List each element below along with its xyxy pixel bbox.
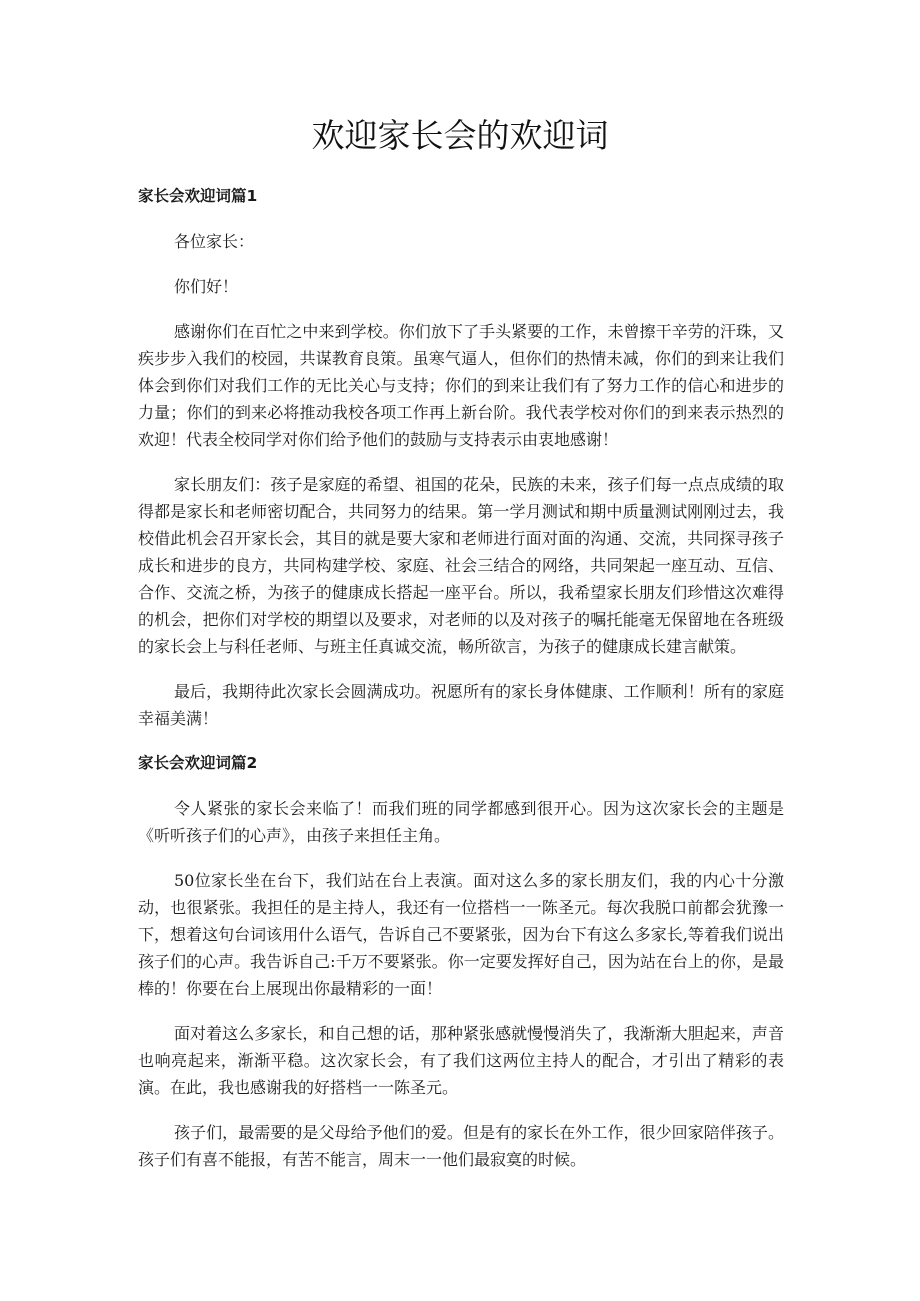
paragraph: 最后，我期待此次家长会圆满成功。祝愿所有的家长身体健康、工作顺利！所有的家庭幸福美满！ <box>138 682 784 728</box>
salutation: 各位家长： <box>174 232 255 251</box>
document-body <box>138 183 784 1191</box>
paragraph: 面对着这么多家长，和自己想的话，那种紧张感就慢慢消失了，我渐渐大胆起来，声音也响亮起来，渐渐平稳。这次家长会，有了我们这两位主持人的配合，才引出了精彩的表演。在此，我也感谢我的好搭档一一陈圣元。 <box>138 1024 784 1097</box>
paragraph: 令人紧张的家长会来临了！而我们班的同学都感到很开心。因为这次家长会的主题是《听听孩子们的心声》，由孩子来担任主角。 <box>138 799 784 845</box>
section-2 <box>138 750 784 1173</box>
paragraph: 孩子们，最需要的是父母给予他们的爱。但是有的家长在外工作，很少回家陪伴孩子。孩子们有喜不能报，有苦不能言，周末一一他们最寂寞的时候。 <box>138 1123 784 1169</box>
section-1 <box>138 183 784 732</box>
greeting: 你们好！ <box>174 277 239 296</box>
document-title: 欢迎家长会的欢迎词 <box>311 116 609 155</box>
paragraph: 感谢你们在百忙之中来到学校。你们放下了手头紧要的工作，未曾擦干辛劳的汗珠，又疾步步入我们的校园，共谋教育良策。虽寒气逼人，但你们的热情未减，你们的到来让我们体会到你们对我们工作的无比关心与支持；你们的到来让我们有了努力工作的信心和进步的力量；你们的到来必将推动我校各项工作再上新台阶。我代表学校对你们的到来表示热烈的欢迎！代表全校同学对你们给予他们的鼓励与支持表示由衷地感谢！ <box>138 322 784 449</box>
paragraph: 50位家长坐在台下，我们站在台上表演。面对这么多的家长朋友们，我的内心十分激动，也很紧张。我担任的是主持人，我还有一位搭档一一陈圣元。每次我脱口前都会犹豫一下，想着这句台词该用什么语气，告诉自己不要紧张，因为台下有这么多家长,等着我们说出孩子们的心声。我告诉自己:千万不要紧张。你一定要发挥好自己，因为站在台上的你，是最棒的！你要在台上展现出你最精彩的一面！ <box>138 871 784 998</box>
paragraph: 家长朋友们：孩子是家庭的希望、祖国的花朵，民族的未来，孩子们每一点点成绩的取得都是家长和老师密切配合，共同努力的结果。第一学月测试和期中质量测试刚刚过去，我校借此机会召开家长会，其目的就是要大家和老师进行面对面的沟通、交流，共同探寻孩子成长和进步的良方，共同构建学校、家庭、社会三结合的网络，共同架起一座互动、互信、合作、交流之桥，为孩子的健康成长搭起一座平台。所以，我希望家长朋友们珍惜这次难得的机会，把你们对学校的期望以及要求，对老师的以及对孩子的嘱托能毫无保留地在各班级的家长会上与科任老师、与班主任真诚交流，畅所欲言，为孩子的健康成长建言献策。 <box>138 475 784 656</box>
section-heading: 家长会欢迎词篇1 <box>138 187 258 205</box>
section-heading: 家长会欢迎词篇2 <box>138 754 258 772</box>
